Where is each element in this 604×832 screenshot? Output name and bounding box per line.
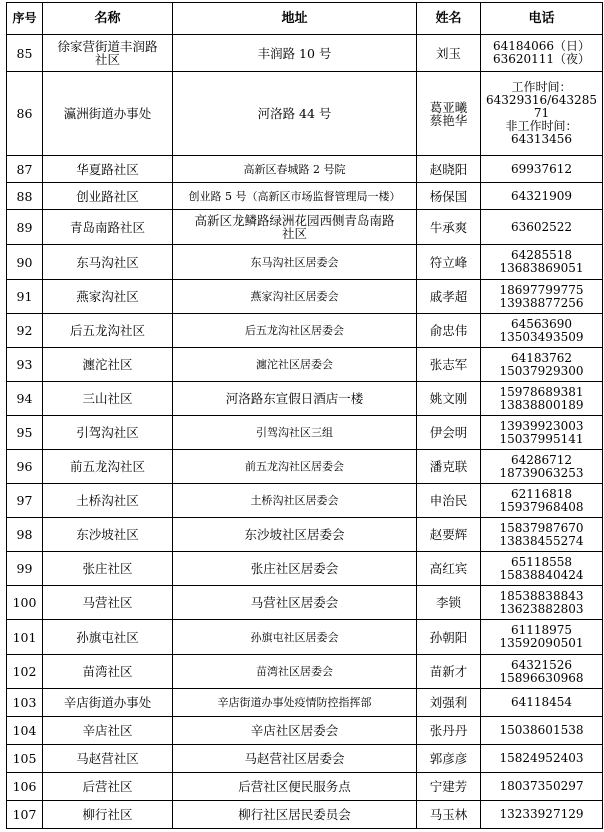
address-cell: 张庄社区居委会: [173, 552, 417, 586]
address-cell: 马营社区居委会: [173, 586, 417, 620]
row-number-cell: 94: [7, 382, 43, 416]
person-cell: 高红宾: [417, 552, 481, 586]
person-cell: 宁建芳: [417, 773, 481, 801]
header-name: 名称: [43, 3, 173, 35]
phone-cell: 工作时间： 64329316/643285 71 非工作时间： 64313456: [481, 72, 603, 156]
name-cell: 瀍沱社区: [43, 348, 173, 382]
name-cell: 苗湾社区: [43, 655, 173, 689]
person-cell: 郭彦彦: [417, 745, 481, 773]
phone-cell: 62116818 15937968408: [481, 484, 603, 518]
phone-cell: 18538838843 13623882803: [481, 586, 603, 620]
name-cell: 前五龙沟社区: [43, 450, 173, 484]
address-cell: 前五龙沟社区居委会: [173, 450, 417, 484]
address-cell: 引驾沟社区三组: [173, 416, 417, 450]
name-cell: 孙旗屯社区: [43, 620, 173, 655]
name-cell: 辛店社区: [43, 717, 173, 745]
address-cell: 河洛路东宣假日酒店一楼: [173, 382, 417, 416]
person-cell: 潘克联: [417, 450, 481, 484]
table-row: [7, 35, 603, 72]
row-number-cell: 107: [7, 801, 43, 829]
address-cell: 河洛路 44 号: [173, 72, 417, 156]
row-number-cell: 86: [7, 72, 43, 156]
table-row: [7, 72, 603, 156]
phone-cell: 13233927129: [481, 801, 603, 829]
address-cell: 丰润路 10 号: [173, 35, 417, 72]
name-cell: 徐家营街道丰润路 社区: [43, 35, 173, 72]
phone-cell: 18697799775 13938877256: [481, 280, 603, 314]
table-row: [7, 183, 603, 210]
table-row: [7, 416, 603, 450]
phone-cell: 64321909: [481, 183, 603, 210]
phone-cell: 15824952403: [481, 745, 603, 773]
person-cell: 戚孝超: [417, 280, 481, 314]
name-cell: 引驾沟社区: [43, 416, 173, 450]
table-row: [7, 484, 603, 518]
address-cell: 高新区龙鳞路绿洲花园西侧青岛南路 社区: [173, 210, 417, 245]
phone-cell: 69937612: [481, 156, 603, 183]
name-cell: 华夏路社区: [43, 156, 173, 183]
table-row: [7, 245, 603, 280]
header-person: 姓名: [417, 3, 481, 35]
row-number-cell: 93: [7, 348, 43, 382]
person-cell: 申治民: [417, 484, 481, 518]
header-row: [7, 3, 603, 35]
phone-cell: 64321526 15896630968: [481, 655, 603, 689]
person-cell: 符立峰: [417, 245, 481, 280]
person-cell: 俞忠伟: [417, 314, 481, 348]
address-cell: 柳行社区居民委员会: [173, 801, 417, 829]
person-cell: 葛亚曦 蔡艳华: [417, 72, 481, 156]
address-cell: 创业路 5 号（高新区市场监督管理局一楼）: [173, 183, 417, 210]
table-row: [7, 801, 603, 829]
address-cell: 马赵营社区居委会: [173, 745, 417, 773]
phone-cell: 15038601538: [481, 717, 603, 745]
table-row: [7, 450, 603, 484]
table-row: [7, 552, 603, 586]
address-cell: 瀍沱社区居委会: [173, 348, 417, 382]
row-number-cell: 104: [7, 717, 43, 745]
phone-cell: 13939923003 15037995141: [481, 416, 603, 450]
name-cell: 燕家沟社区: [43, 280, 173, 314]
name-cell: 土桥沟社区: [43, 484, 173, 518]
address-cell: 孙旗屯社区居委会: [173, 620, 417, 655]
row-number-cell: 89: [7, 210, 43, 245]
name-cell: 马营社区: [43, 586, 173, 620]
table-row: [7, 586, 603, 620]
name-cell: 东马沟社区: [43, 245, 173, 280]
table-row: [7, 689, 603, 717]
person-cell: 赵晓阳: [417, 156, 481, 183]
phone-cell: 15978689381 13838800189: [481, 382, 603, 416]
table-row: [7, 717, 603, 745]
contact-table: [6, 2, 603, 829]
name-cell: 后五龙沟社区: [43, 314, 173, 348]
name-cell: 瀛洲街道办事处: [43, 72, 173, 156]
address-cell: 辛店社区居委会: [173, 717, 417, 745]
row-number-cell: 105: [7, 745, 43, 773]
person-cell: 姚文刚: [417, 382, 481, 416]
phone-cell: 61118975 13592090501: [481, 620, 603, 655]
address-cell: 东沙坡社区居委会: [173, 518, 417, 552]
person-cell: 伊会明: [417, 416, 481, 450]
row-number-cell: 99: [7, 552, 43, 586]
row-number-cell: 90: [7, 245, 43, 280]
row-number-cell: 95: [7, 416, 43, 450]
table-row: [7, 156, 603, 183]
row-number-cell: 92: [7, 314, 43, 348]
phone-cell: 15837987670 13838455274: [481, 518, 603, 552]
table-row: [7, 280, 603, 314]
table-row: [7, 210, 603, 245]
person-cell: 刘强利: [417, 689, 481, 717]
table-row: [7, 314, 603, 348]
name-cell: 青岛南路社区: [43, 210, 173, 245]
name-cell: 张庄社区: [43, 552, 173, 586]
name-cell: 马赵营社区: [43, 745, 173, 773]
person-cell: 张丹丹: [417, 717, 481, 745]
row-number-cell: 106: [7, 773, 43, 801]
row-number-cell: 101: [7, 620, 43, 655]
address-cell: 土桥沟社区居委会: [173, 484, 417, 518]
table-row: [7, 655, 603, 689]
table-row: [7, 348, 603, 382]
person-cell: 孙朝阳: [417, 620, 481, 655]
address-cell: 高新区春城路 2 号院: [173, 156, 417, 183]
phone-cell: 64563690 13503493509: [481, 314, 603, 348]
name-cell: 柳行社区: [43, 801, 173, 829]
person-cell: 刘玉: [417, 35, 481, 72]
row-number-cell: 91: [7, 280, 43, 314]
table-row: [7, 382, 603, 416]
phone-cell: 63602522: [481, 210, 603, 245]
name-cell: 后营社区: [43, 773, 173, 801]
phone-cell: 18037350297: [481, 773, 603, 801]
phone-cell: 64285518 13683869051: [481, 245, 603, 280]
table-row: [7, 620, 603, 655]
name-cell: 辛店街道办事处: [43, 689, 173, 717]
row-number-cell: 98: [7, 518, 43, 552]
row-number-cell: 97: [7, 484, 43, 518]
row-number-cell: 87: [7, 156, 43, 183]
phone-cell: 64184066（日） 63620111（夜）: [481, 35, 603, 72]
person-cell: 牛承爽: [417, 210, 481, 245]
address-cell: 东马沟社区居委会: [173, 245, 417, 280]
phone-cell: 64286712 18739063253: [481, 450, 603, 484]
header-no: 序号: [7, 3, 43, 35]
address-cell: 苗湾社区居委会: [173, 655, 417, 689]
table-row: [7, 773, 603, 801]
address-cell: 后营社区便民服务点: [173, 773, 417, 801]
row-number-cell: 96: [7, 450, 43, 484]
header-address: 地址: [173, 3, 417, 35]
row-number-cell: 85: [7, 35, 43, 72]
person-cell: 赵要辉: [417, 518, 481, 552]
address-cell: 辛店街道办事处疫情防控指挥部: [173, 689, 417, 717]
phone-cell: 64118454: [481, 689, 603, 717]
person-cell: 李锁: [417, 586, 481, 620]
row-number-cell: 103: [7, 689, 43, 717]
table-row: [7, 745, 603, 773]
name-cell: 三山社区: [43, 382, 173, 416]
address-cell: 燕家沟社区居委会: [173, 280, 417, 314]
row-number-cell: 102: [7, 655, 43, 689]
row-number-cell: 100: [7, 586, 43, 620]
person-cell: 苗新才: [417, 655, 481, 689]
phone-cell: 65118558 15838840424: [481, 552, 603, 586]
person-cell: 杨保国: [417, 183, 481, 210]
name-cell: 创业路社区: [43, 183, 173, 210]
address-cell: 后五龙沟社区居委会: [173, 314, 417, 348]
row-number-cell: 88: [7, 183, 43, 210]
person-cell: 张志军: [417, 348, 481, 382]
phone-cell: 64183762 15037929300: [481, 348, 603, 382]
header-phone: 电话: [481, 3, 603, 35]
table-row: [7, 518, 603, 552]
person-cell: 马玉林: [417, 801, 481, 829]
name-cell: 东沙坡社区: [43, 518, 173, 552]
